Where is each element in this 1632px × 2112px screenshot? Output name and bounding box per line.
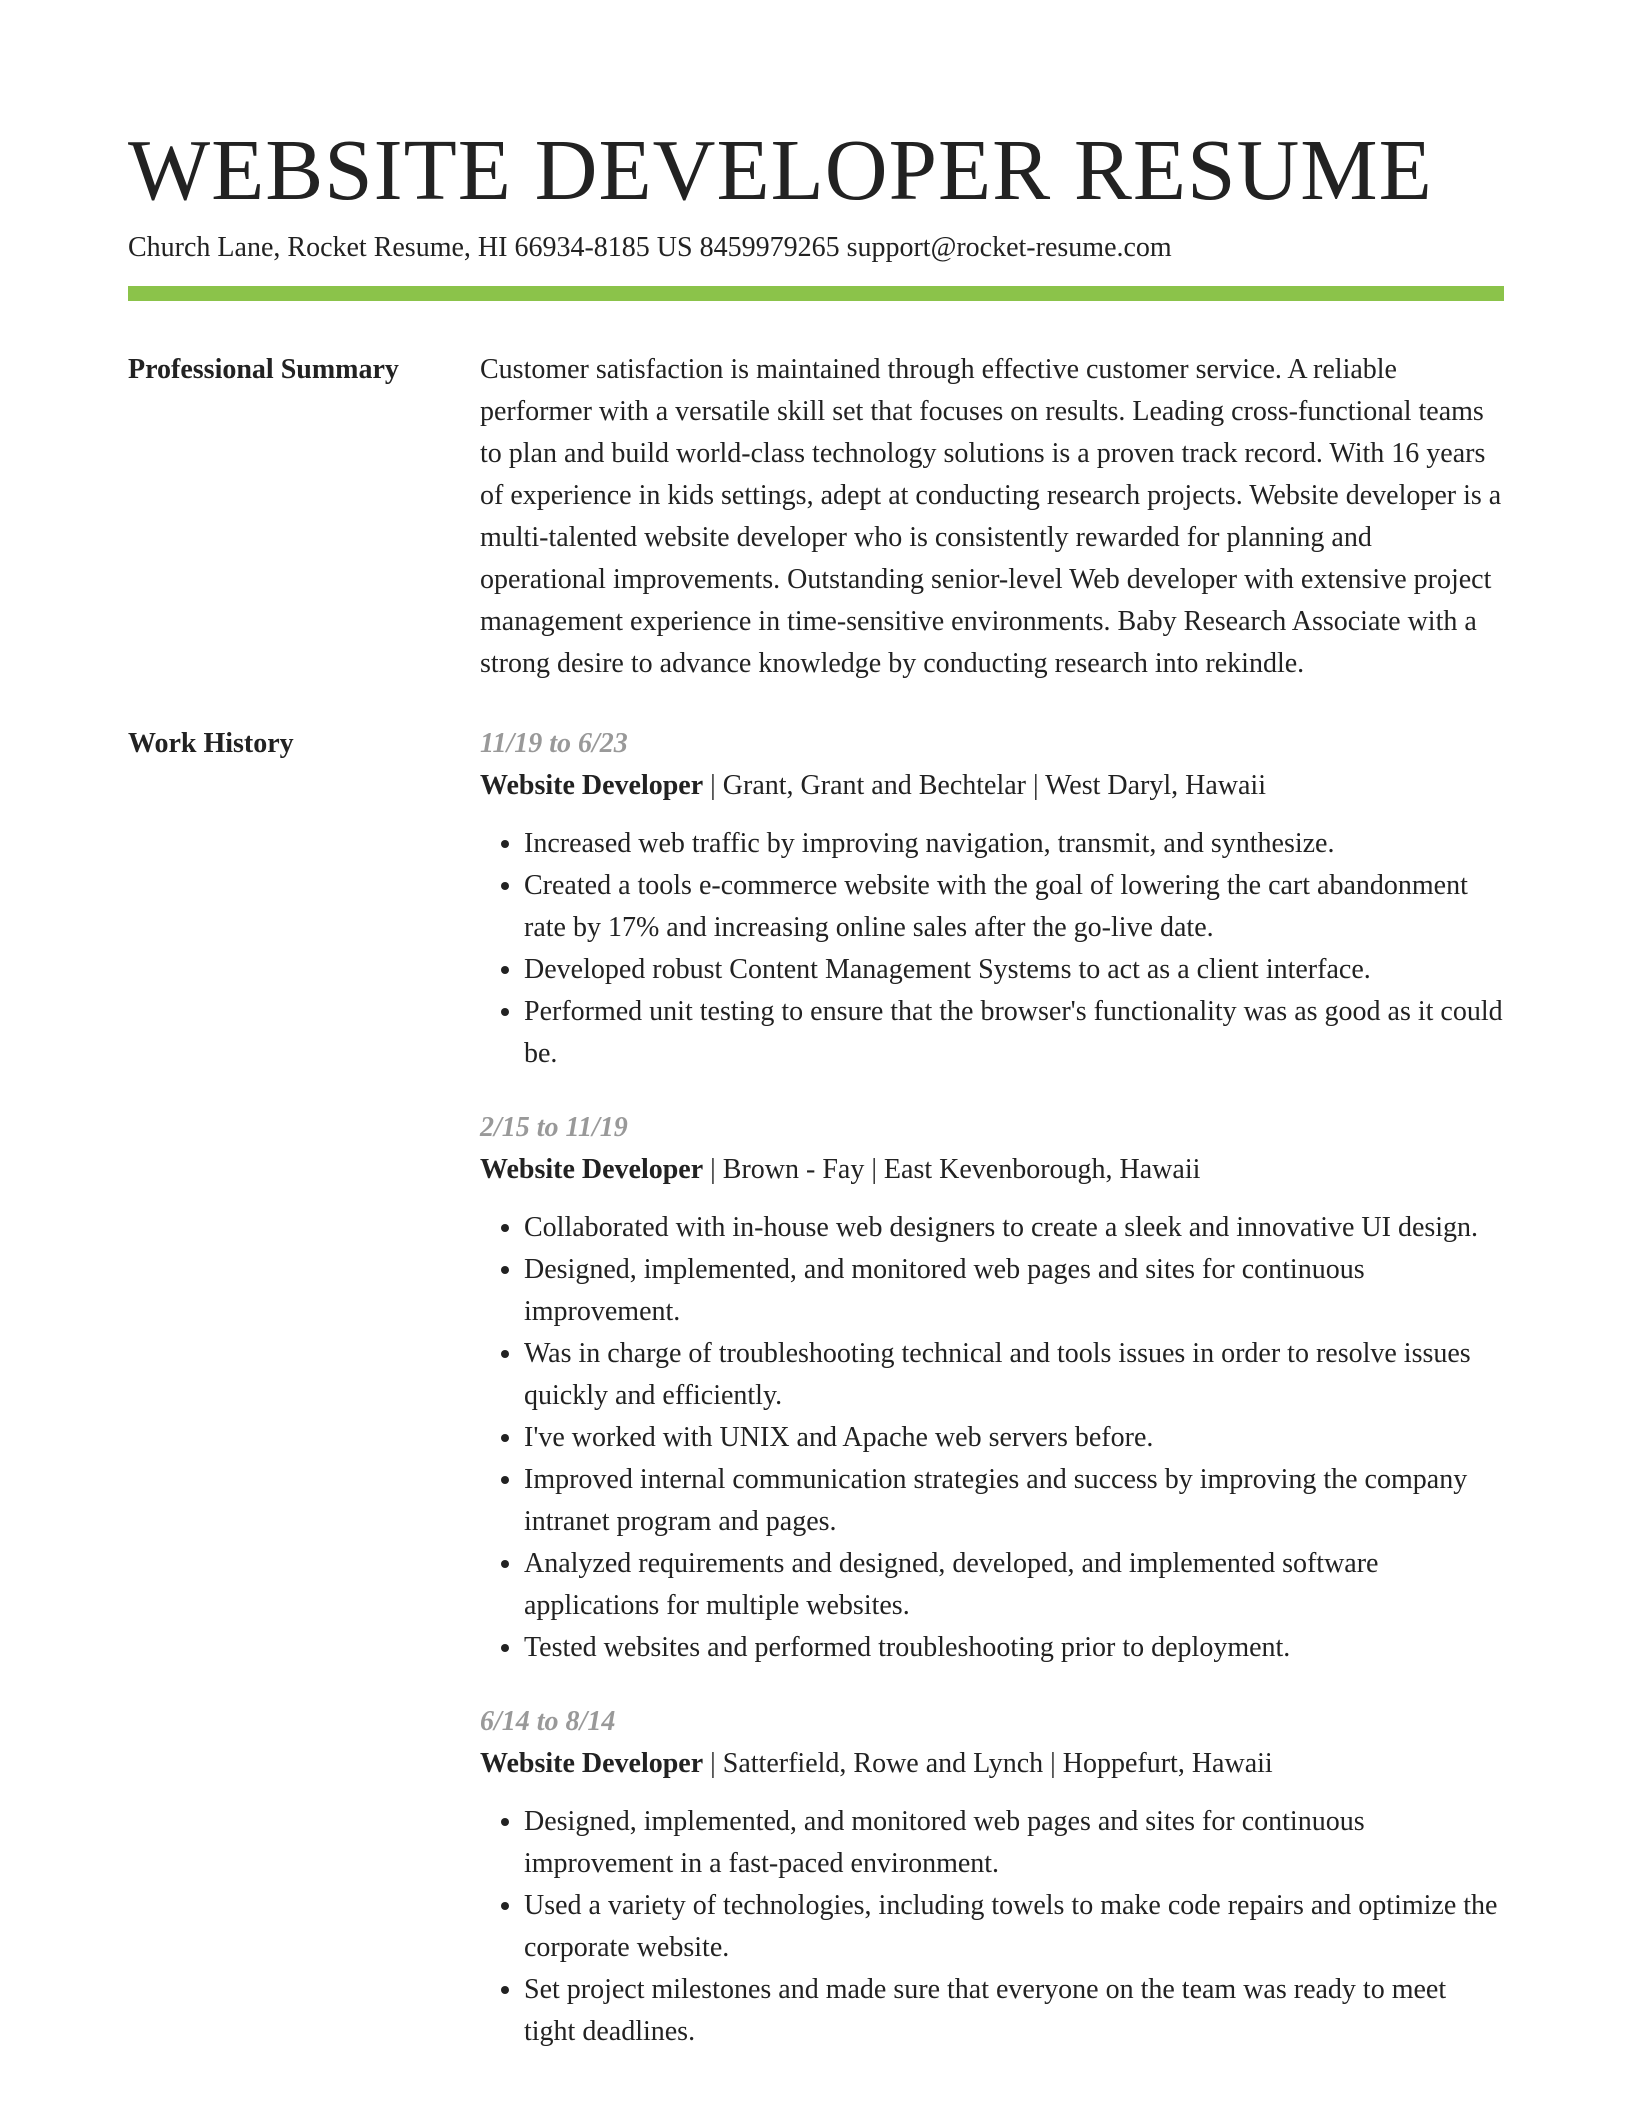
job-entry xyxy=(480,1701,1504,2053)
job-employer-location: | Brown - Fay | East Kevenborough, Hawaii xyxy=(703,1154,1201,1185)
job-bullet: • I've worked with UNIX and Apache web servers before. xyxy=(524,1417,1504,1459)
section-label-work-history: Work History xyxy=(128,728,294,759)
job-employer-location: | Grant, Grant and Bechtelar | West Daryl, Hawaii xyxy=(703,770,1266,801)
job-bullet: • Used a variety of technologies, including towels to make code repairs and optimize the corporate website. xyxy=(524,1885,1504,1969)
job-dates: 2/15 to 11/19 xyxy=(480,1112,628,1143)
section-label-professional-summary: Professional Summary xyxy=(128,354,399,385)
summary-body xyxy=(480,349,1504,685)
job-bullet: • Designed, implemented, and monitored web pages and sites for continuous improvement. xyxy=(524,1249,1504,1333)
job-bullet: • Designed, implemented, and monitored web pages and sites for continuous improvement in a fast-paced environment. xyxy=(524,1801,1504,1885)
work-history-body xyxy=(480,723,1504,2085)
job-dates: 11/19 to 6/23 xyxy=(480,728,628,759)
work-history-section xyxy=(128,723,1504,2085)
contact-info: Church Lane, Rocket Resume, HI 66934-8185 US 8459979265 support@rocket-resume.com xyxy=(128,232,1172,263)
job-title: Website Developer xyxy=(480,1154,704,1185)
job-bullet: • Created a tools e-commerce website with the goal of lowering the cart abandonment rate by 17% and increasing online sales after the go-live date. xyxy=(524,865,1504,949)
resume-page xyxy=(128,120,1504,2085)
summary-text: Customer satisfaction is maintained through effective customer service. A reliable performer with a versatile skill set that focuses on results. Leading cross-functional teams to plan and build world-class technology solutions is a proven track record. With 16 years of experience in kids settings, adept at conducting research projects. Website developer is a multi-talented website developer who is consistently rewarded for planning and operational improvements. Outstanding senior-level Web developer with extensive project management experience in time-sensitive environments. Baby Research Associate with a strong desire to advance knowledge by conducting research into rekindle. xyxy=(480,354,1502,679)
job-bullet: • Developed robust Content Management Systems to act as a client interface. xyxy=(524,949,1504,991)
job-employer-location: | Satterfield, Rowe and Lynch | Hoppefurt, Hawaii xyxy=(703,1748,1273,1779)
professional-summary-section xyxy=(128,349,1504,685)
resume-title: WEBSITE DEVELOPER RESUME xyxy=(128,121,1433,218)
job-entry xyxy=(480,1107,1504,1669)
job-bullet-list xyxy=(480,823,1504,1075)
job-bullet: • Tested websites and performed troubleshooting prior to deployment. xyxy=(524,1627,1504,1669)
job-bullet: • Performed unit testing to ensure that the browser's functionality was as good as it could be. xyxy=(524,991,1504,1075)
job-bullet-list xyxy=(480,1207,1504,1669)
job-title: Website Developer xyxy=(480,770,704,801)
accent-divider xyxy=(128,286,1504,301)
job-bullet: • Analyzed requirements and designed, developed, and implemented software applications for multiple websites. xyxy=(524,1543,1504,1627)
job-dates: 6/14 to 8/14 xyxy=(480,1706,616,1737)
job-heading xyxy=(480,1743,1504,1785)
job-title: Website Developer xyxy=(480,1748,704,1779)
job-bullet: • Increased web traffic by improving navigation, transmit, and synthesize. xyxy=(524,823,1504,865)
job-bullet-list xyxy=(480,1801,1504,2053)
job-heading xyxy=(480,765,1504,807)
job-bullet: • Collaborated with in-house web designers to create a sleek and innovative UI design. xyxy=(524,1207,1504,1249)
job-bullet: • Set project milestones and made sure that everyone on the team was ready to meet tight deadlines. xyxy=(524,1969,1504,2053)
job-bullet: • Was in charge of troubleshooting technical and tools issues in order to resolve issues quickly and efficiently. xyxy=(524,1333,1504,1417)
job-heading xyxy=(480,1149,1504,1191)
job-bullet: • Improved internal communication strategies and success by improving the company intranet program and pages. xyxy=(524,1459,1504,1543)
job-entry xyxy=(480,723,1504,1075)
